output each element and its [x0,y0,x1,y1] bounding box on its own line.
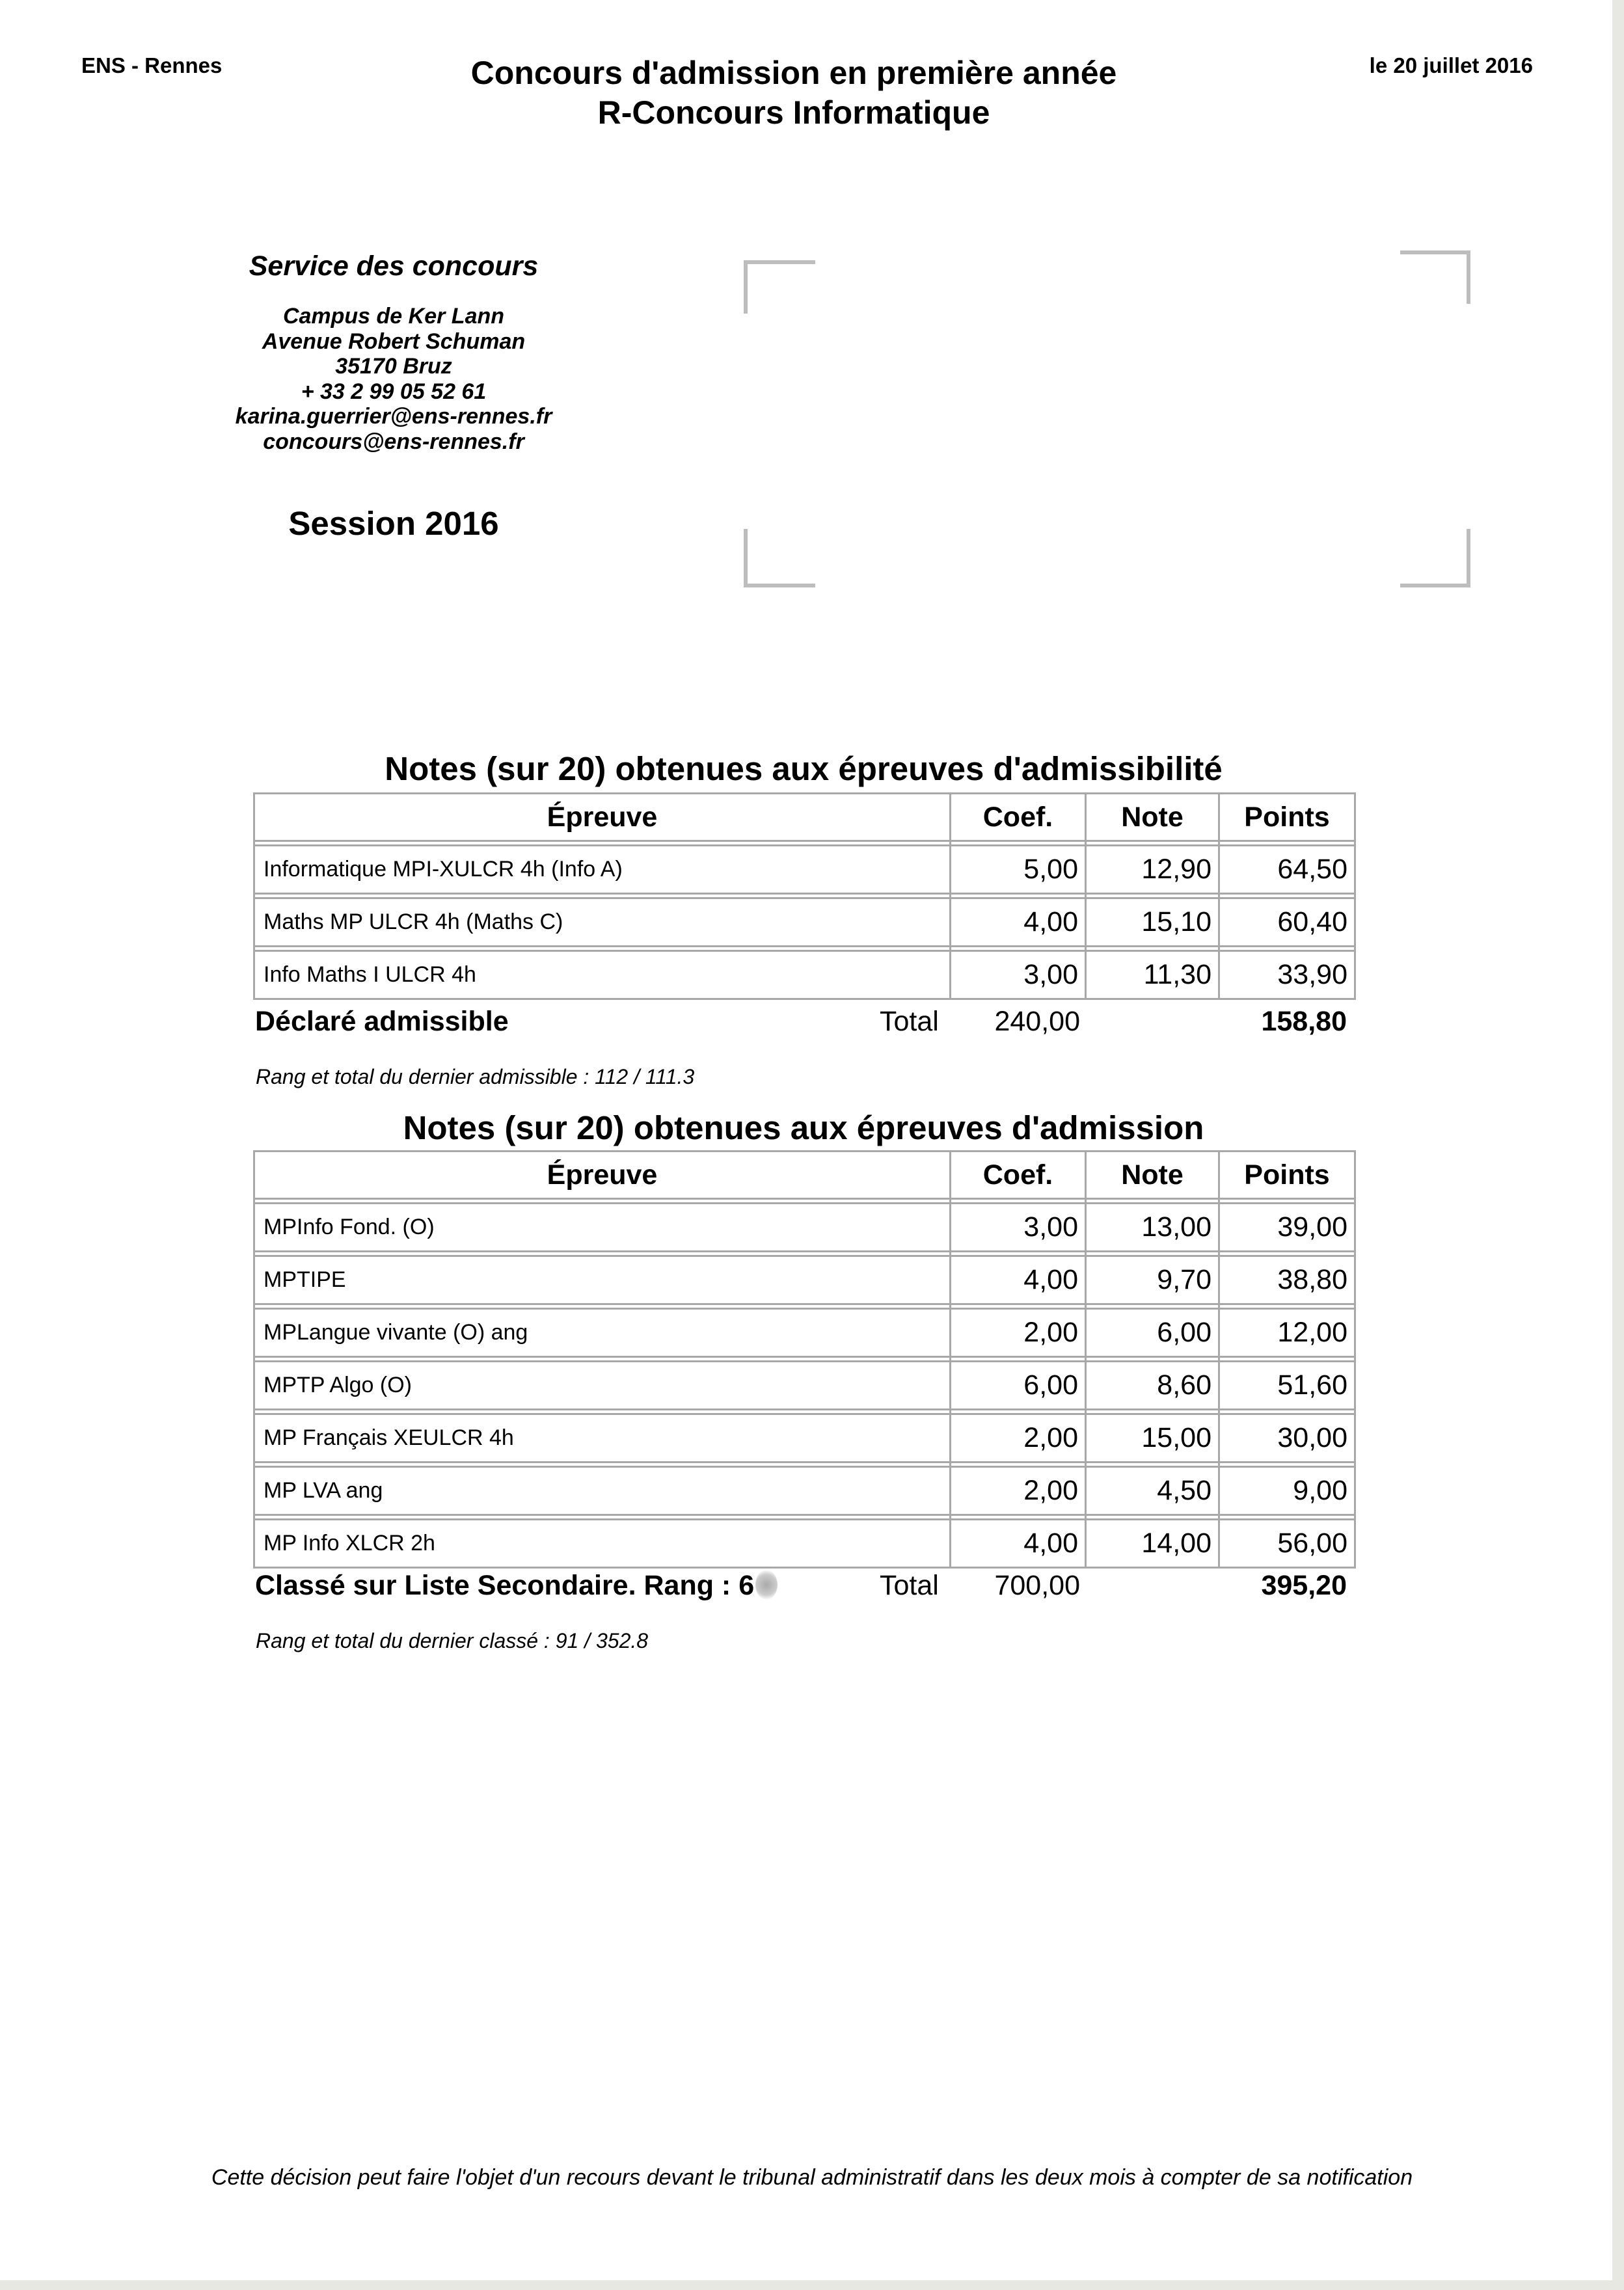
cell-coef: 2,00 [951,1467,1086,1515]
table-row [254,951,1355,999]
cell-epreuve: MP Info XLCR 2h [254,1520,951,1568]
document-title [403,53,1184,133]
address-window-corner-mark [1400,529,1470,587]
address-window-corner-mark [744,529,815,587]
cell-epreuve: Informatique MPI-XULCR 4h (Info A) [254,846,951,894]
cell-note: 15,10 [1086,898,1219,947]
cell-coef: 2,00 [951,1414,1086,1462]
admissibility-total-coef: 240,00 [994,1006,1080,1037]
col-header-points: Points [1219,1152,1355,1199]
table-row [254,1414,1355,1462]
col-header-note: Note [1086,1152,1219,1199]
cell-points: 12,00 [1219,1309,1355,1357]
admission-result-text: Classé sur Liste Secondaire. Rang : 6 [255,1570,755,1601]
cell-coef: 3,00 [951,1204,1086,1252]
service-title: Service des concours [249,250,539,282]
cell-points: 60,40 [1219,898,1355,947]
admissibility-result: Déclaré admissible [255,1006,509,1037]
address-email: karina.guerrier@ens-rennes.fr [235,404,552,429]
cell-epreuve: MPInfo Fond. (O) [254,1204,951,1252]
col-header-epreuve: Épreuve [254,794,951,841]
address-email: concours@ens-rennes.fr [263,429,524,454]
document-date: le 20 juillet 2016 [1369,53,1533,77]
admission-total-coef: 700,00 [994,1570,1080,1601]
table-row [254,1362,1355,1410]
cell-points: 39,00 [1219,1204,1355,1252]
school-name: ENS - Rennes [81,53,223,77]
cell-coef: 4,00 [951,1256,1086,1304]
cell-points: 56,00 [1219,1520,1355,1568]
service-address [182,304,605,454]
admissibility-last-info: Rang et total du dernier admissible : 112 / 111.3 [256,1065,695,1088]
admission-table [253,1150,1356,1569]
admission-title: Notes (sur 20) obtenues aux épreuves d'admission [403,1109,1204,1146]
admissibility-total-label: Total [880,1006,939,1037]
redacted-rank-blur [755,1570,778,1600]
cell-points: 64,50 [1219,846,1355,894]
cell-epreuve: MPLangue vivante (O) ang [254,1309,951,1357]
session-label: Session 2016 [288,505,499,542]
table-row [254,1204,1355,1252]
table-row [254,1467,1355,1515]
table-row [254,1309,1355,1357]
address-phone: + 33 2 99 05 52 61 [301,379,487,404]
page-edge-right [1612,0,1624,2290]
address-line: Campus de Ker Lann [282,304,505,329]
cell-coef: 5,00 [951,846,1086,894]
legal-notice: Cette décision peut faire l'objet d'un recours devant le tribunal administratif dans les deux mois à compter de sa notification [211,2165,1413,2190]
cell-epreuve: MPTP Algo (O) [254,1362,951,1410]
admission-last-info: Rang et total du dernier classé : 91 / 352.8 [256,1629,649,1652]
cell-epreuve: Maths MP ULCR 4h (Maths C) [254,898,951,947]
cell-note: 13,00 [1086,1204,1219,1252]
admissibility-title: Notes (sur 20) obtenues aux épreuves d'admissibilité [385,750,1223,787]
cell-points: 33,90 [1219,951,1355,999]
cell-epreuve: MPTIPE [254,1256,951,1304]
cell-coef: 6,00 [951,1362,1086,1410]
admission-total-points: 395,20 [1261,1570,1347,1601]
cell-points: 30,00 [1219,1414,1355,1462]
cell-coef: 4,00 [951,898,1086,947]
table-row [254,1520,1355,1568]
cell-epreuve: MP Français XEULCR 4h [254,1414,951,1462]
cell-note: 6,00 [1086,1309,1219,1357]
col-header-epreuve: Épreuve [254,1152,951,1199]
admission-result [255,1570,778,1602]
cell-coef: 4,00 [951,1520,1086,1568]
cell-points: 9,00 [1219,1467,1355,1515]
address-line: 35170 Bruz [335,354,452,379]
col-header-coef: Coef. [951,794,1086,841]
table-header-row [254,794,1355,841]
title-line-2: R-Concours Informatique [597,94,990,131]
cell-coef: 3,00 [951,951,1086,999]
table-row [254,846,1355,894]
cell-note: 11,30 [1086,951,1219,999]
cell-epreuve: Info Maths I ULCR 4h [254,951,951,999]
table-header-row [254,1152,1355,1199]
col-header-coef: Coef. [951,1152,1086,1199]
cell-points: 51,60 [1219,1362,1355,1410]
address-line: Avenue Robert Schuman [262,329,526,354]
cell-note: 15,00 [1086,1414,1219,1462]
cell-note: 4,50 [1086,1467,1219,1515]
cell-note: 12,90 [1086,846,1219,894]
cell-note: 14,00 [1086,1520,1219,1568]
title-line-1: Concours d'admission en première année [470,55,1117,91]
col-header-points: Points [1219,794,1355,841]
table-row [254,1256,1355,1304]
cell-points: 38,80 [1219,1256,1355,1304]
cell-epreuve: MP LVA ang [254,1467,951,1515]
admissibility-table [253,792,1356,1000]
cell-coef: 2,00 [951,1309,1086,1357]
col-header-note: Note [1086,794,1219,841]
address-window-corner-mark [744,260,815,314]
address-window-corner-mark [1400,250,1470,304]
admission-total-label: Total [880,1570,939,1601]
page-edge-bottom [0,2280,1624,2290]
admissibility-total-points: 158,80 [1261,1006,1347,1037]
cell-note: 9,70 [1086,1256,1219,1304]
table-row [254,898,1355,947]
cell-note: 8,60 [1086,1362,1219,1410]
